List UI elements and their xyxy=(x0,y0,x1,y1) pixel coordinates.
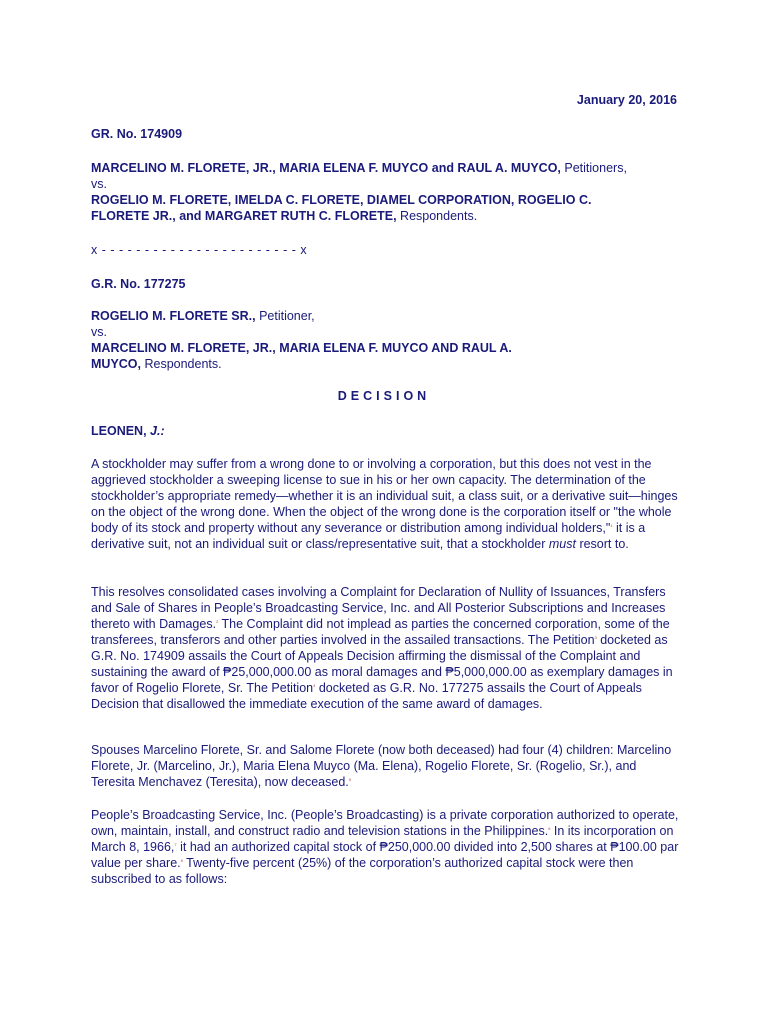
case-separator: x - - - - - - - - - - - - - - - - - - - - - - - x xyxy=(91,243,308,257)
paragraph-2-text-a: This resolves consolidated cases involving a Complaint for Declaration of Nullity of Issuances, Transfers and Sale of Shares in People’s Broadcasting Service, Inc. and All Posterior Subscriptions and Increases thereto with Damages. xyxy=(91,585,666,631)
paragraph-2 xyxy=(91,584,681,712)
paragraph-1-emphasis: must xyxy=(548,537,576,551)
paragraph-4-text-d: Twenty-five percent (25%) of the corporation’s authorized capital stock were then subscribed to as follows: xyxy=(91,856,634,886)
case2-petitioner-name: ROGELIO M. FLORETE SR., xyxy=(91,309,256,323)
case2-respondents-line2: MUYCO, xyxy=(91,357,141,371)
case1-petitioners-role: Petitioners, xyxy=(560,161,627,175)
paragraph-1-text-c: resort to. xyxy=(575,537,629,551)
paragraph-2-text-d: docketed as G.R. No. 177275 assails the Court of Appeals Decision that disallowed the immediate execution of the same award of damages. xyxy=(91,681,642,711)
paragraph-4-text-b: In its incorporation on March 8, 1966, xyxy=(91,824,674,854)
case1-respondents-line2: FLORETE JR., and MARGARET RUTH C. FLORETE, xyxy=(91,209,397,223)
paragraph-1-text-b: it is a derivative suit, not an individual suit or class/representative suit, that a stockholder xyxy=(91,521,646,551)
footnote-ref-3[interactable]: 3 xyxy=(594,634,597,640)
footnote-ref-7[interactable]: 7 xyxy=(174,841,177,847)
case1-vs: vs. xyxy=(91,177,107,191)
paragraph-1 xyxy=(91,456,681,552)
case2-vs: vs. xyxy=(91,325,107,339)
paragraph-3 xyxy=(91,742,681,790)
case1-respondents-role: Respondents. xyxy=(396,209,478,223)
case1-petitioners-names: MARCELINO M. FLORETE, JR., MARIA ELENA F. MUYCO and RAUL A. MUYCO, xyxy=(91,161,561,175)
footnote-ref-6[interactable]: 6 xyxy=(548,825,551,831)
decision-date: January 20, 2016 xyxy=(576,93,677,107)
ponente-suffix: J.: xyxy=(150,424,165,438)
paragraph-2-text-c: docketed as G.R. No. 174909 assails the Court of Appeals Decision affirming the dismissal of the Complaint and sustaining the award of ₱25,000,000.00 as moral damages and ₱5,000,000.00 as exemplary damages in favor of Rogelio Florete, Sr. The Petition xyxy=(91,633,673,695)
paragraph-4 xyxy=(91,807,681,887)
case1-caption xyxy=(91,160,691,224)
ponente-name: LEONEN, xyxy=(91,424,151,438)
paragraph-1-text-a: A stockholder may suffer from a wrong done to or involving a corporation, but this does not vest in the aggrieved stockholder a sweeping license to sue in his or her own capacity. The determination of the stockholder’s appropriate remedy—whether it is an individual suit, a class suit, or a derivative suit—hinges on the object of the wrong done. When the object of the wrong done is the corporation itself or "the whole body of its stock and property without any severance or distribution among individual holders," xyxy=(91,457,678,535)
case2-respondents-line1: MARCELINO M. FLORETE, JR., MARIA ELENA F. MUYCO AND RAUL A. xyxy=(91,341,512,355)
footnote-ref-5[interactable]: 5 xyxy=(348,776,351,782)
paragraph-2-text-b: The Complaint did not implead as parties the concerned corporation, some of the transferees, transferors and other parties involved in the assailed transactions. The Petition xyxy=(91,617,670,647)
paragraph-4-text-c: it had an authorized capital stock of ₱250,000.00 divided into 2,500 shares at ₱100.00 par value per share. xyxy=(91,840,679,870)
case1-respondents-line1: ROGELIO M. FLORETE, IMELDA C. FLORETE, DIAMEL CORPORATION, ROGELIO C. xyxy=(91,193,592,207)
paragraph-3-text: Spouses Marcelino Florete, Sr. and Salome Florete (now both deceased) had four (4) children: Marcelino Florete, Jr. (Marcelino, Jr.), Maria Elena Muyco (Ma. Elena), Rogelio Florete, Sr. (Rogelio, Sr.), and Teresita Menchavez (Teresita), now deceased. xyxy=(91,743,672,789)
case1-gr-number: GR. No. 174909 xyxy=(91,127,183,141)
footnote-ref-1[interactable]: 1 xyxy=(610,522,613,528)
case2-caption xyxy=(91,308,691,372)
case2-respondents-role: Respondents. xyxy=(141,357,222,371)
case2-petitioner-role: Petitioner, xyxy=(255,309,315,323)
footnote-ref-4[interactable]: 4 xyxy=(313,682,316,688)
ponente xyxy=(91,423,691,439)
case2-gr-number: G.R. No. 177275 xyxy=(91,277,186,291)
paragraph-4-text-a: People’s Broadcasting Service, Inc. (People’s Broadcasting) is a private corporation authorized to operate, own, maintain, install, and construct radio and television stations in the Philippines. xyxy=(91,808,679,838)
decision-heading: DECISION xyxy=(337,389,431,403)
footnote-ref-2[interactable]: 2 xyxy=(216,618,219,624)
footnote-ref-8[interactable]: 8 xyxy=(180,857,183,863)
